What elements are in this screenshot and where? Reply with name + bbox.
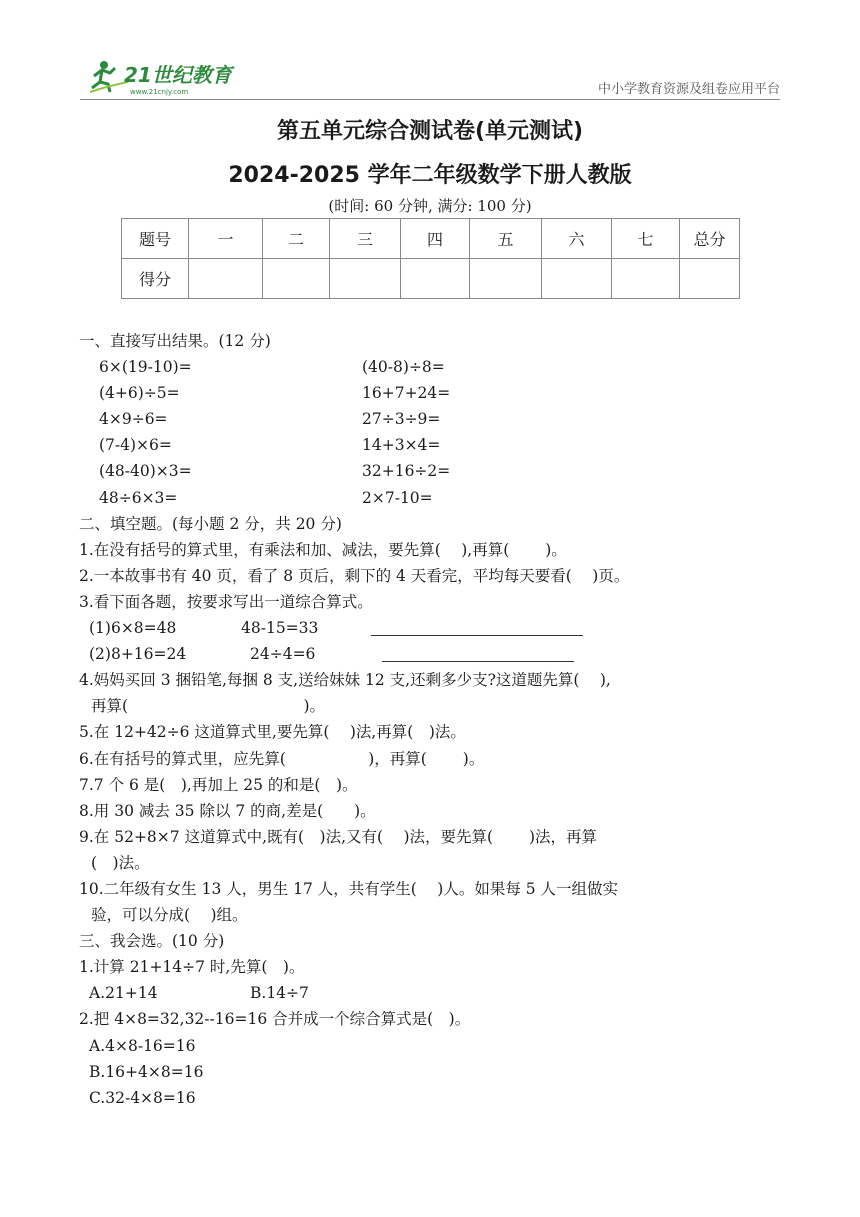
calc-item: (7-4)×6= <box>99 436 172 455</box>
equation: 48-15=33 <box>241 619 319 638</box>
score-input-cell[interactable] <box>189 259 263 299</box>
score-input-cell[interactable] <box>401 259 470 299</box>
question-text: 3.看下面各题，按要求写出一道综合算式。 <box>79 592 373 611</box>
calc-row <box>79 485 629 511</box>
score-cell: 五 <box>470 219 542 259</box>
question-subitem <box>79 641 629 667</box>
choice-a[interactable]: A.4×8-16=16 <box>89 1036 196 1055</box>
score-cell: 七 <box>612 219 680 259</box>
score-cell: 一 <box>189 219 263 259</box>
score-input-cell[interactable] <box>470 259 542 299</box>
choice-row <box>79 980 629 1006</box>
calc-item: 48÷6×3= <box>99 488 178 507</box>
score-input-cell[interactable] <box>612 259 680 299</box>
equation: (1)6×8=48 <box>89 619 177 638</box>
choice-c[interactable]: C.32-4×8=16 <box>89 1088 196 1107</box>
question-text: 2.一本故事书有 40 页，看了 8 页后，剩下的 4 天看完，平均每天要看( )页。 <box>79 566 630 585</box>
question-text: 再算( )。 <box>91 697 326 716</box>
score-cell: 三 <box>330 219 401 259</box>
calc-item: (48-40)×3= <box>99 462 192 481</box>
calc-item: (4+6)÷5= <box>99 384 180 403</box>
score-table-score-row <box>122 259 740 299</box>
score-cell: 总分 <box>680 219 740 259</box>
score-cell: 六 <box>542 219 612 259</box>
logo-text: 21世纪教育 <box>124 63 232 87</box>
site-logo <box>88 56 248 98</box>
score-cell: 四 <box>401 219 470 259</box>
question-subitem <box>79 615 629 641</box>
question-text: 1.计算 21+14÷7 时,先算( )。 <box>79 958 305 977</box>
choice-b[interactable]: B.14÷7 <box>250 984 309 1003</box>
calc-item: 14+3×4= <box>362 436 441 455</box>
question-text: 8.用 30 减去 35 除以 7 的商,差是( )。 <box>79 801 376 820</box>
equation: 24÷4=6 <box>250 645 316 664</box>
calc-row <box>79 354 629 380</box>
section-2-heading: 二、填空题。(每小题 2 分，共 20 分) <box>79 514 342 533</box>
equation: (2)8+16=24 <box>89 645 187 664</box>
calc-item: 2×7-10= <box>362 488 433 507</box>
score-input-cell[interactable] <box>542 259 612 299</box>
question-text: 10.二年级有女生 13 人，男生 17 人，共有学生( )人。如果每 5 人一组做实 <box>79 879 619 898</box>
score-input-cell[interactable] <box>263 259 330 299</box>
question-text: 验，可以分成( )组。 <box>91 906 248 925</box>
question-text: 7.7 个 6 是( ),再加上 25 的和是( )。 <box>79 775 358 794</box>
score-cell: 二 <box>263 219 330 259</box>
question-text: ( )法。 <box>91 853 150 872</box>
score-input-cell[interactable] <box>330 259 401 299</box>
answer-line[interactable] <box>382 660 574 662</box>
score-table-header-row <box>122 219 740 259</box>
score-row-label: 得分 <box>122 259 189 299</box>
logo-url: www.21cnjy.com <box>130 88 189 96</box>
calc-item: 4×9÷6= <box>99 410 168 429</box>
choice-a[interactable]: A.21+14 <box>89 984 158 1003</box>
question-text: 1.在没有括号的算式里，有乘法和加、减法，要先算( ),再算( )。 <box>79 540 567 559</box>
calc-item: 27÷3÷9= <box>362 410 441 429</box>
section-1-heading: 一、直接写出结果。(12 分) <box>79 332 271 350</box>
exam-info: (时间: 60 分钟, 满分: 100 分) <box>328 197 532 215</box>
answer-line[interactable] <box>371 634 583 636</box>
calc-item: 6×(19-10)= <box>99 358 192 377</box>
exam-body <box>79 328 629 1111</box>
page-title: 第五单元综合测试卷(单元测试) <box>276 119 584 144</box>
question-text: 6.在有括号的算式里，应先算( )，再算( )。 <box>79 749 485 768</box>
page-subtitle: 2024-2025 学年二年级数学下册人教版 <box>228 163 632 188</box>
calc-row <box>79 380 629 406</box>
runner-icon <box>90 61 128 92</box>
calc-row <box>79 406 629 432</box>
calc-item: 16+7+24= <box>362 384 451 403</box>
section-3-heading: 三、我会选。(10 分) <box>79 932 225 951</box>
header-divider <box>80 99 780 100</box>
calc-item: 32+16÷2= <box>362 462 451 481</box>
question-text: 9.在 52+8×7 这道算式中,既有( )法,又有( )法，要先算( )法，再算 <box>79 827 598 846</box>
question-text: 4.妈妈买回 3 捆铅笔,每捆 8 支,送给妹妹 12 支,还剩多少支?这道题先算( ), <box>79 671 611 690</box>
score-cell: 题号 <box>122 219 189 259</box>
question-text: 2.把 4×8=32,32--16=16 合并成一个综合算式是( )。 <box>79 1010 471 1029</box>
score-input-cell[interactable] <box>680 259 740 299</box>
score-table <box>121 218 740 299</box>
calc-row <box>79 432 629 458</box>
platform-name: 中小学教育资源及组卷应用平台 <box>597 82 780 97</box>
calc-row <box>79 458 629 484</box>
choice-b[interactable]: B.16+4×8=16 <box>89 1062 204 1081</box>
calc-item: (40-8)÷8= <box>362 358 445 377</box>
question-text: 5.在 12+42÷6 这道算式里,要先算( )法,再算( )法。 <box>79 723 466 742</box>
